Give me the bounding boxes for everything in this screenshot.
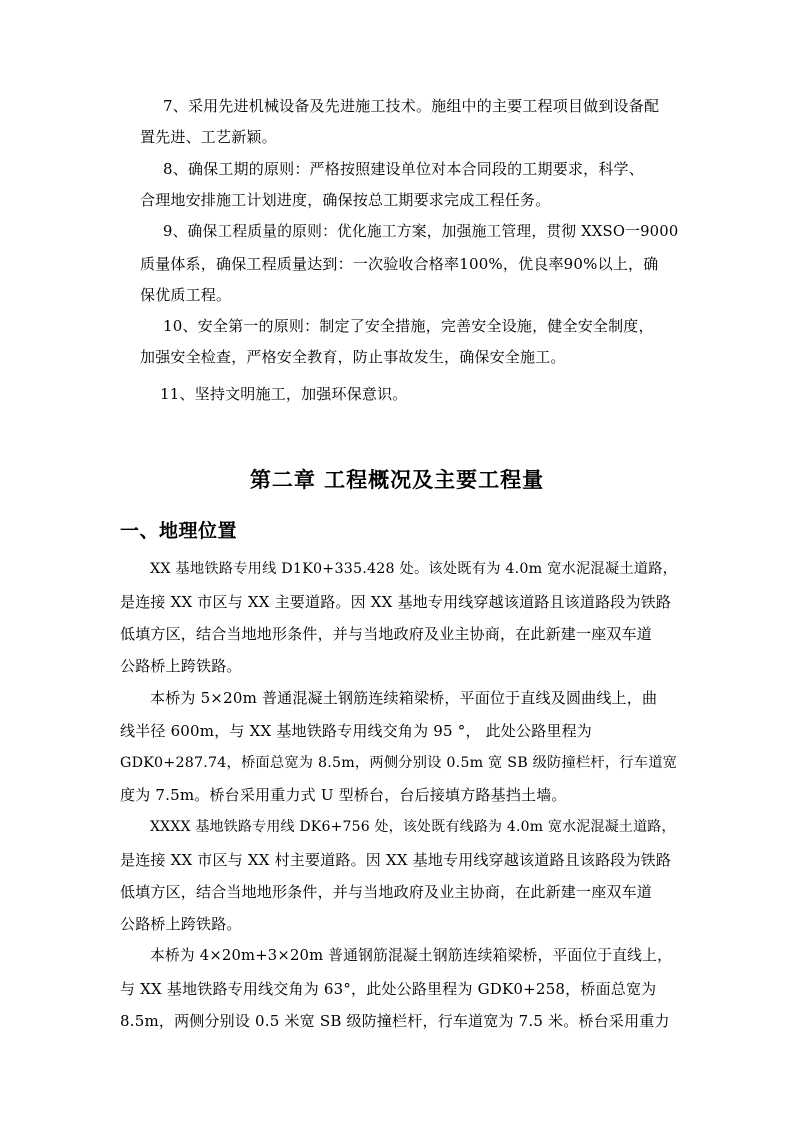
principle-10-line-1: 10、安全第一的原则：制定了安全措施，完善安全设施，健全安全制度， — [163, 317, 654, 335]
para-1-line-1: XX 基地铁路专用线 D1K0+335.428 处。该处既有为 4.0m 宽水泥混凝土道路， — [150, 561, 678, 577]
chapter-title: 第二章 工程概况及主要工程量 — [249, 467, 545, 492]
principle-7-line-1: 7、采用先进机械设备及先进施工技术。施组中的主要工程项目做到设备配 — [163, 97, 660, 115]
principle-8-line-1: 8、确保工期的原则：严格按照建设单位对本合同段的工期要求，科学、 — [163, 160, 644, 178]
para-1-line-2: 是连接 XX 市区与 XX 主要道路。因 XX 基地专用线穿越该道路且该道路段为铁路 — [120, 593, 672, 611]
para-4-line-1: 本桥为 4×20m+3×20m 普通钢筋混凝土钢筋连续箱梁桥，平面位于直线上， — [150, 947, 673, 964]
principle-11-line-1: 11、坚持文明施工，加强环保意识。 — [160, 385, 408, 403]
para-2-line-3: GDK0+287.74，桥面总宽为 8.5m，两侧分别设 0.5m 宽 SB 级防撞栏杆，行车道宽 — [120, 755, 678, 771]
section-heading: 一、地理位置 — [120, 520, 238, 542]
para-2-line-4: 度为 7.5m。桥台采用重力式 U 型桥台，台后接填方路基挡土墙。 — [120, 786, 567, 804]
para-3-line-3: 低填方区，结合当地地形条件，并与当地政府及业主协商，在此新建一座双车道 — [120, 883, 653, 901]
para-1-line-3: 低填方区，结合当地地形条件，并与当地政府及业主协商，在此新建一座双车道 — [120, 625, 653, 643]
para-4-line-2: 与 XX 基地铁路专用线交角为 63°，此处公路里程为 GDK0+258，桥面总宽为 — [120, 980, 657, 998]
para-3-line-2: 是连接 XX 市区与 XX 村主要道路。因 XX 基地专用线穿越该道路且该路段为铁路 — [120, 851, 672, 869]
principle-9-line-3: 保优质工程。 — [140, 286, 232, 304]
principle-10-line-2: 加强安全检查，严格安全教育，防止事故发生，确保安全施工。 — [140, 348, 566, 366]
para-3-line-1: XXXX 基地铁路专用线 DK6+756 处，该处既有线路为 4.0m 宽水泥混凝土道路， — [150, 819, 676, 835]
para-1-line-4: 公路桥上跨铁路。 — [120, 657, 242, 675]
para-2-line-1: 本桥为 5×20m 普通混凝土钢筋连续箱梁桥，平面位于直线及圆曲线上，曲 — [150, 689, 658, 707]
principle-7-line-2: 置先进、工艺新颖。 — [140, 128, 277, 146]
principle-9-line-2: 质量体系，确保工程质量达到：一次验收合格率100%，优良率90%以上，确 — [140, 255, 659, 273]
principle-8-line-2: 合理地安排施工计划进度，确保按总工期要求完成工程任务。 — [140, 191, 551, 209]
para-3-line-4: 公路桥上跨铁路。 — [120, 915, 242, 933]
principle-9-line-1: 9、确保工程质量的原则：优化施工方案，加强施工管理，贯彻 XXSO一9000 — [163, 223, 679, 240]
para-4-line-3: 8.5m，两侧分别设 0.5 米宽 SB 级防撞栏杆，行车道宽为 7.5 米。桥台采用重力 — [120, 1012, 670, 1030]
para-2-line-2: 线半径 600m，与 XX 基地铁路专用线交角为 95 °， 此处公路里程为 — [120, 722, 593, 740]
